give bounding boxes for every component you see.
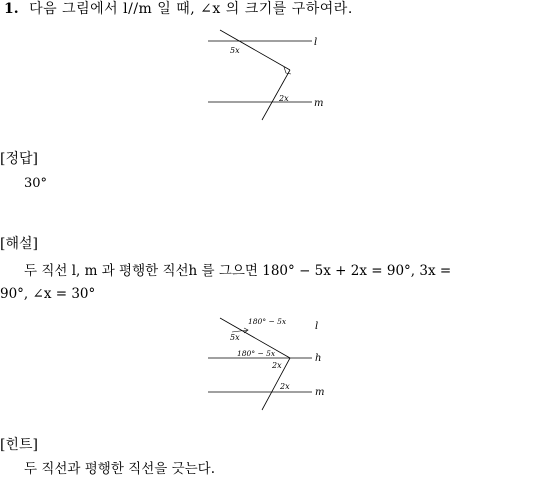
label-mid-2x: 2x [272, 361, 282, 370]
hint-heading: [힌트] [0, 437, 38, 453]
answer-value: 30° [24, 176, 48, 191]
explanation-line-1: 두 직선 l, m 과 평행한 직선h 를 그으면 180° − 5x + 2x = 90°, 3x = [24, 263, 452, 279]
label-2x: 2x [279, 94, 289, 103]
answer-heading: [정답] [0, 151, 38, 167]
hint-text: 두 직선과 평행한 직선을 긋는다. [24, 461, 215, 477]
figure-parallel-lines-1 [200, 26, 330, 124]
label-top-180-5x: 180° − 5x [248, 317, 287, 326]
label-5x: 5x [230, 46, 240, 55]
figure-parallel-lines-2 [200, 310, 330, 414]
label-l: l [314, 37, 318, 48]
label-m: m [315, 387, 325, 398]
label-m: m [314, 98, 324, 109]
question-line [4, 0, 353, 18]
label-l: l [315, 321, 319, 332]
label-bottom-2x: 2x [280, 382, 290, 391]
question-number: 1. [4, 1, 19, 17]
label-mid-180-5x: 180° − 5x [237, 349, 276, 358]
label-top-5x: 5x [230, 333, 240, 342]
explanation-heading: [해설] [0, 236, 38, 252]
label-h: h [315, 353, 322, 364]
explanation-line-2: 90°, ∠x = 30° [0, 286, 96, 302]
question-text: 다음 그림에서 l//m 일 때, ∠x 의 크기를 구하여라. [29, 1, 353, 17]
